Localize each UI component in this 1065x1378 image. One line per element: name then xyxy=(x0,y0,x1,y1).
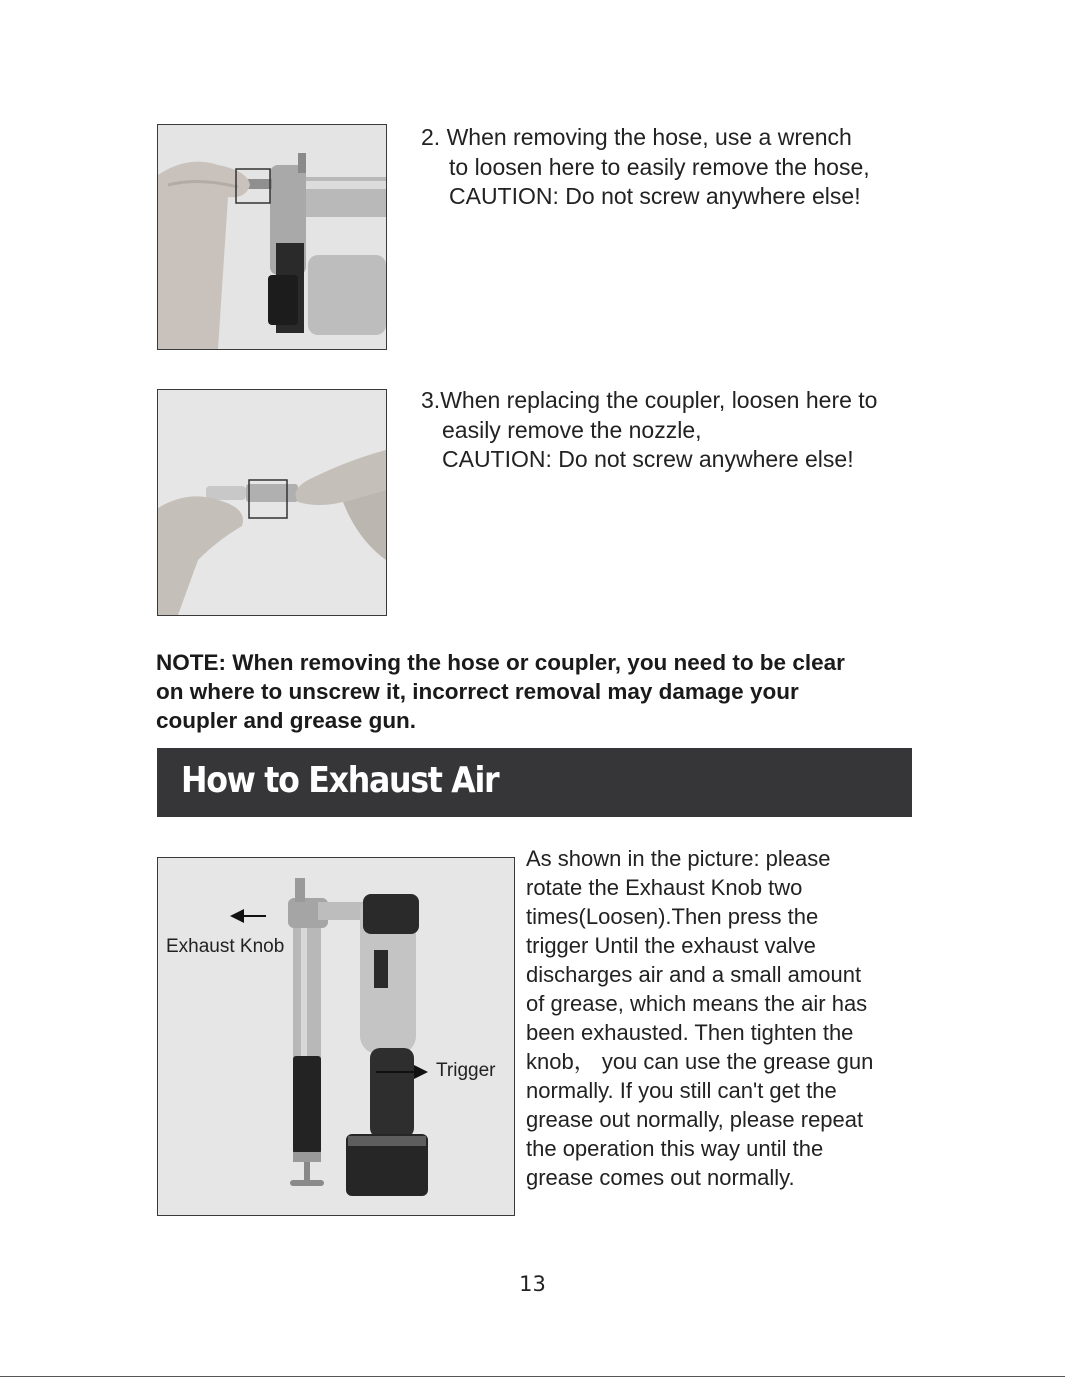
section-banner xyxy=(157,748,912,817)
step-3-instructions: 3.When replacing the coupler, loosen here to easily remove the nozzle, CAUTION: Do not screw anywhere else! xyxy=(421,387,878,472)
note-paragraph: NOTE: When removing the hose or coupler, you need to be clear on where to unscrew it, incorrect removal may damage your coupler and grease gun. xyxy=(156,650,845,733)
bottom-divider xyxy=(0,1376,1065,1377)
grease-gun-illustration xyxy=(158,858,514,1215)
page-number: 13 xyxy=(519,1272,546,1296)
coupler-replacement-illustration xyxy=(158,390,386,615)
exhaust-knob-label: Exhaust Knob xyxy=(166,936,285,957)
hose-removal-photo xyxy=(157,124,387,350)
section-title: How to Exhaust Air xyxy=(181,760,499,801)
exhaust-instructions: As shown in the picture: please rotate the Exhaust Knob two times(Loosen).Then press the trigger Until the exhaust valve discharges air and a small amount of grease, which means the air has been exhausted. Then tighten the knob， you can use the grease gun normally. If you still can't get the grease out normally, please repeat the operation this way until the grease comes out normally. xyxy=(526,846,874,1190)
hose-removal-illustration xyxy=(158,125,386,349)
grease-gun-photo xyxy=(157,857,515,1216)
trigger-label: Trigger xyxy=(436,1060,496,1081)
coupler-replacement-photo xyxy=(157,389,387,616)
step-2-instructions: 2. When removing the hose, use a wrench to loosen here to easily remove the hose, CAUTION: Do not screw anywhere else! xyxy=(421,124,870,209)
